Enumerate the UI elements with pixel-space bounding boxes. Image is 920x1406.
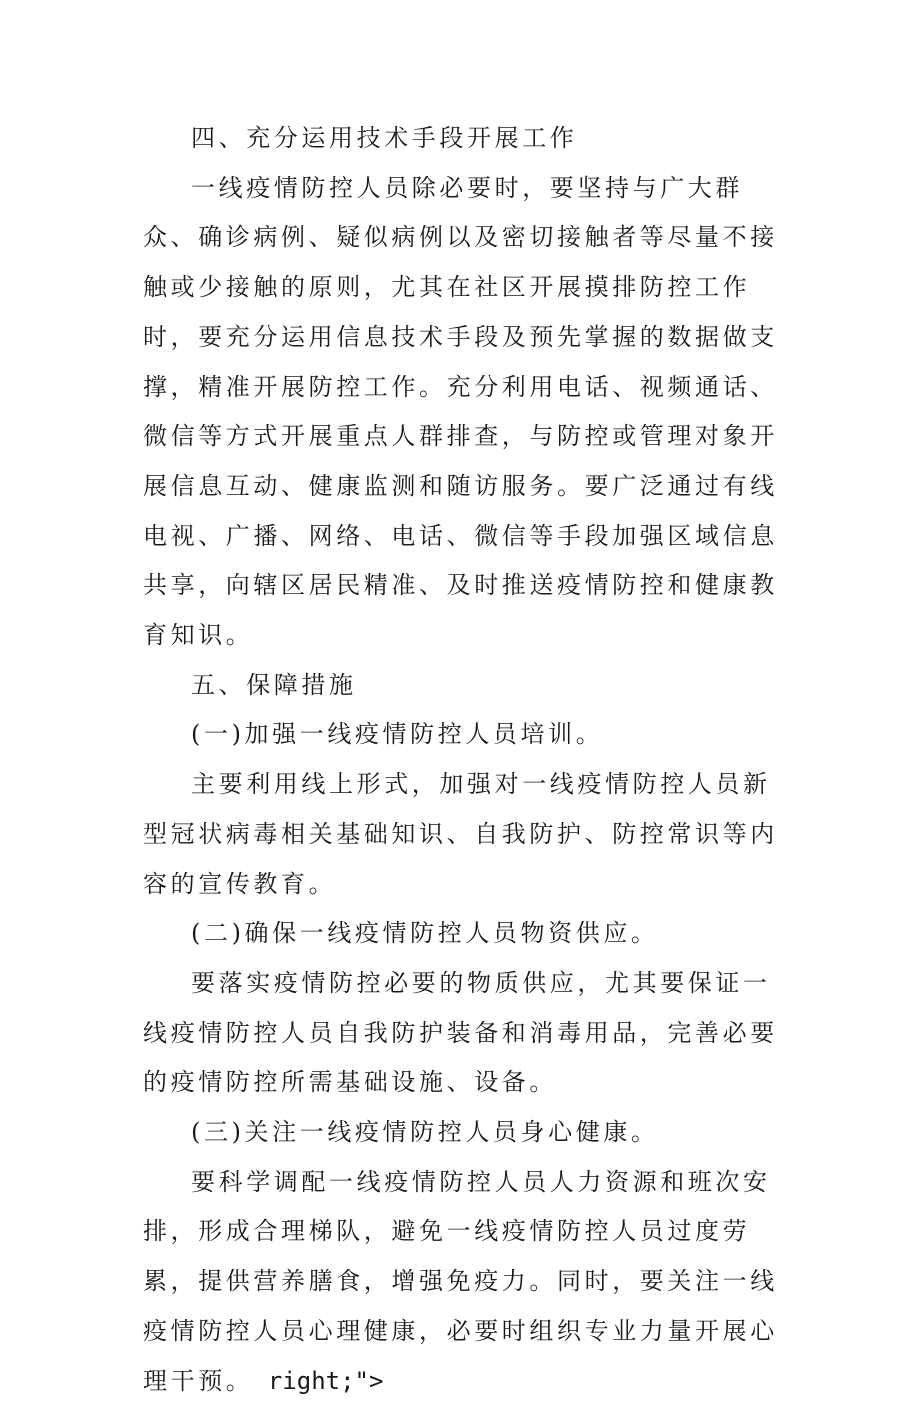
item-1-paragraph: 主要利用线上形式，加强对一线疫情防控人员新型冠状病毒相关基础知识、自我防护、防控常识等内容的宣传教育。	[143, 770, 778, 898]
trailing-code-text: right;">	[253, 1366, 384, 1395]
section-5-heading: 五、保障措施	[191, 670, 357, 699]
section-4-heading: 四、充分运用技术手段开展工作	[191, 124, 578, 152]
section-4-paragraph: 一线疫情防控人员除必要时，要坚持与广大群众、确诊病例、疑似病例以及密切接触者等尽量不接触或少接触的原则，尤其在社区开展摸排防控工作时，要充分运用信息技术手段及预先掌握的数据做支撑，精准开展防控工作。充分利用电话、视频通话、微信等方式开展重点人群排查，与防控或管理对象开展信息互动、健康监测和随访服务。要广泛通过有线电视、广播、网络、电话、微信等手段加强区域信息共享，向辖区居民精准、及时推送疫情防控和健康教育知识。	[143, 173, 778, 650]
item-2-title: (二)确保一线疫情防控人员物资供应。	[191, 919, 659, 948]
document-body	[143, 114, 783, 1406]
item-1-title: (一)加强一线疫情防控人员培训。	[191, 720, 604, 749]
item-3-paragraph-text: 要科学调配一线疫情防控人员人力资源和班次安排，形成合理梯队，避免一线疫情防控人员过度劳累，提供营养膳食，增强免疫力。同时，要关注一线疫情防控人员心理健康，必要时组织专业力量开展心理干预。	[143, 1167, 778, 1395]
item-3-title: (三)关注一线疫情防控人员身心健康。	[191, 1118, 659, 1147]
item-3-paragraph	[143, 1158, 783, 1406]
item-2-paragraph: 要落实疫情防控必要的物质供应，尤其要保证一线疫情防控人员自我防护装备和消毒用品，完善必要的疫情防控所需基础设施、设备。	[143, 968, 778, 1097]
